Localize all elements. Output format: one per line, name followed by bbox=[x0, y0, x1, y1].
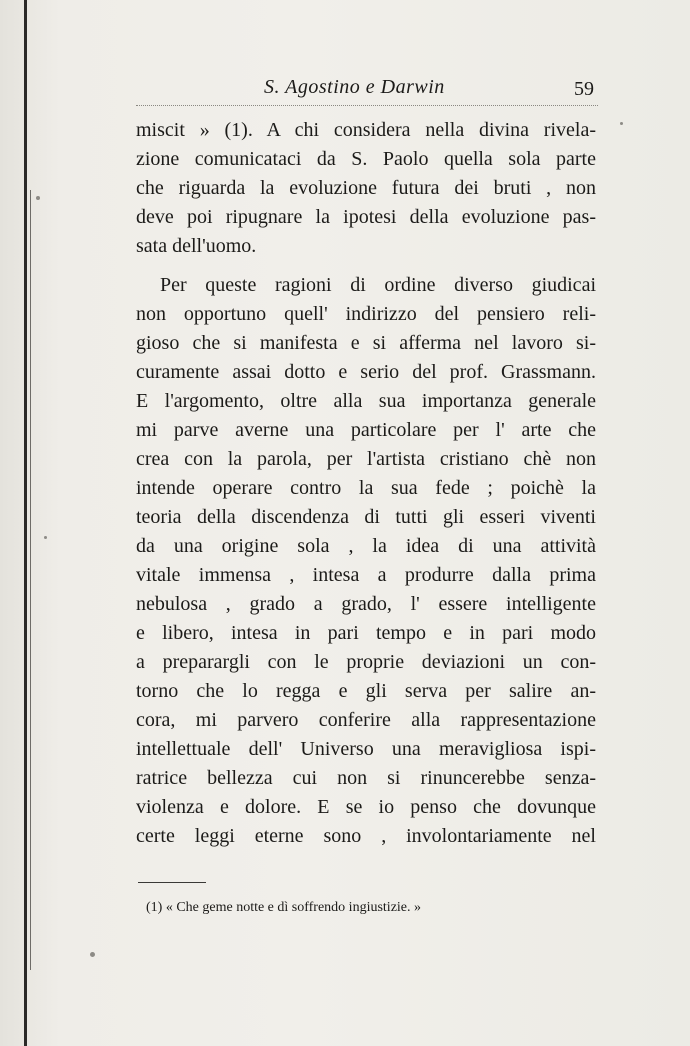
text-line: Per queste ragioni di ordine diverso giudicai bbox=[160, 274, 596, 296]
text-line: sata dell'uomo. bbox=[136, 235, 257, 257]
text-line: intellettuale dell' Universo una meravigliosa ispi- bbox=[136, 738, 596, 760]
text-line: E l'argomento, oltre alla sua importanza generale bbox=[136, 390, 596, 412]
paper-speck bbox=[44, 536, 47, 539]
text-line: crea con la parola, per l'artista cristiano chè non bbox=[136, 448, 596, 470]
paper-speck bbox=[620, 122, 623, 125]
paper-speck bbox=[36, 196, 40, 200]
text-line: mi parve averne una particolare per l' arte che bbox=[136, 419, 596, 441]
text-line: nebulosa , grado a grado, l' essere intelligente bbox=[136, 593, 596, 615]
paper-speck bbox=[90, 952, 95, 957]
page-number: 59 bbox=[574, 78, 594, 100]
text-line: da una origine sola , la idea di una attività bbox=[136, 535, 596, 557]
text-line: non opportuno quell' indirizzo del pensiero reli- bbox=[136, 303, 596, 325]
text-line: ratrice bellezza cui non si rinuncerebbe senza- bbox=[136, 767, 596, 789]
text-line: curamente assai dotto e serio del prof. Grassmann. bbox=[136, 361, 596, 383]
text-line: e libero, intesa in pari tempo e in pari modo bbox=[136, 622, 596, 644]
text-line: intende operare contro la sua fede ; poichè la bbox=[136, 477, 596, 499]
running-title: S. Agostino e Darwin bbox=[264, 76, 445, 98]
text-line: certe leggi eterne sono , involontariamente nel bbox=[136, 825, 596, 847]
header-rule bbox=[136, 105, 598, 106]
text-line: vitale immensa , intesa a produrre dalla prima bbox=[136, 564, 596, 586]
text-line: deve poi ripugnare la ipotesi della evoluzione pas- bbox=[136, 206, 596, 228]
footnote-rule bbox=[138, 882, 206, 883]
binding-edge bbox=[24, 0, 27, 1046]
text-line: a preparargli con le proprie deviazioni un con- bbox=[136, 651, 596, 673]
text-line: zione comunicataci da S. Paolo quella sola parte bbox=[136, 148, 596, 170]
text-line: violenza e dolore. E se io penso che dovunque bbox=[136, 796, 596, 818]
text-line: che riguarda la evoluzione futura dei bruti , non bbox=[136, 177, 596, 199]
text-line: miscit » (1). A chi considera nella divina rivela- bbox=[136, 119, 596, 141]
footnote: (1) « Che geme notte e dì soffrendo ingiustizie. » bbox=[146, 900, 422, 915]
text-line: cora, mi parvero conferire alla rappresentazione bbox=[136, 709, 596, 731]
text-line: teoria della discendenza di tutti gli esseri viventi bbox=[136, 506, 596, 528]
text-line: torno che lo regga e gli serva per salire an- bbox=[136, 680, 596, 702]
page-header bbox=[136, 76, 596, 106]
binding-shadow bbox=[30, 190, 31, 970]
text-line: gioso che si manifesta e si afferma nel lavoro si- bbox=[136, 332, 596, 354]
